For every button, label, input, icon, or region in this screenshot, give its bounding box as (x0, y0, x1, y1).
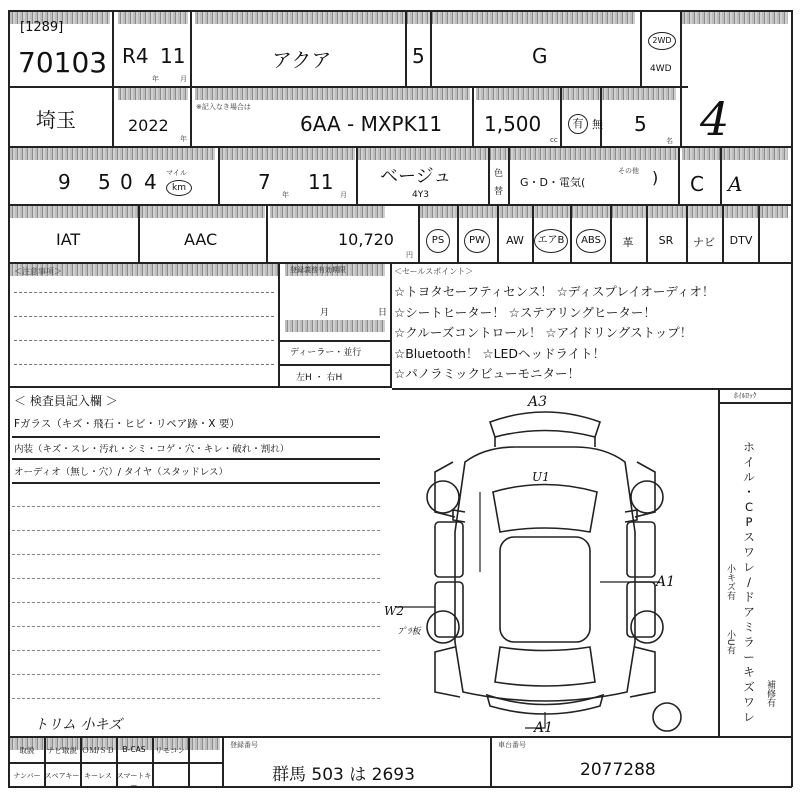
write-line (12, 650, 380, 651)
vertical-note-char: C (744, 500, 754, 514)
sales-point-line: ☆クルーズコントロール！ ☆アイドリングストップ！ (394, 325, 693, 340)
label-band (682, 148, 788, 160)
label-band (195, 88, 470, 100)
overall-score: 4 (700, 92, 730, 146)
wheel-front-left (427, 481, 459, 513)
lot-code: [1289] (20, 20, 64, 35)
damage-label-left-sub: ﾌﾟﾗ板 (398, 627, 421, 637)
vertical-note-char: ホ (743, 440, 755, 454)
vertical-note-char: ド (743, 590, 755, 604)
vertical-note-char: ア (743, 605, 755, 619)
rear-bumper-shape (487, 695, 603, 714)
note-line (14, 292, 274, 293)
label-band (118, 12, 188, 24)
sales-point-line: ☆パノラミックビューモニター！ (394, 366, 580, 381)
color-label: 色 (494, 169, 504, 179)
grade: G (532, 44, 548, 68)
equip-navi: ナビ (693, 236, 715, 249)
sales-points-label: ＜セールスポイント＞ (394, 267, 474, 276)
label-band (682, 12, 788, 24)
label-band (476, 88, 676, 100)
drive-4wd: 4WD (650, 64, 672, 74)
exterior-grade: C (690, 172, 704, 196)
recycle-fee: 10,720 (338, 230, 394, 249)
steering-side-label: 左H ・ 右H (296, 373, 343, 383)
vertical-note-char: ワ (743, 545, 755, 559)
vertical-note-char: レ (743, 560, 755, 574)
accessory-om-sd: ＯＭ/ＳＤ (81, 746, 115, 755)
label-band (220, 148, 355, 160)
vertical-sub-note: 補修有 (765, 680, 775, 707)
mileage-digit: 0 (120, 170, 133, 194)
drive-2wd-circled: 2WD (648, 32, 676, 50)
interior-line: 内装（キズ・スレ・汚れ・シミ・コゲ・穴・キレ・破れ・割れ） (14, 444, 290, 455)
first-reg-unit: 年 (180, 135, 187, 143)
air-conditioner: AAC (184, 230, 218, 249)
write-line (12, 578, 380, 579)
vertical-note-char: ワ (743, 695, 755, 709)
note-line (14, 364, 274, 365)
vertical-note-char: ス (743, 530, 755, 544)
label-band (420, 206, 788, 218)
label-band (195, 12, 635, 24)
model-year: R4 (122, 44, 149, 68)
model-month: 11 (160, 44, 186, 68)
fuel-type: G・D・電気( (520, 176, 586, 189)
accessory-bcas: B-CAS (122, 745, 146, 754)
equip-airbag-circled: エアB (534, 229, 568, 253)
write-line (12, 698, 380, 699)
lot-number: 70103 (18, 46, 108, 79)
sales-point-line: ☆シートヒーター！ ☆ステアリングヒーター！ (394, 304, 656, 320)
vertical-note-char: ミ (743, 620, 755, 634)
front-bumper-shape (490, 412, 600, 437)
accessory-smart-key: スマートキー (116, 772, 152, 790)
transfer-label: 登録義務有効期限 (290, 266, 346, 274)
displacement-unit: cc (550, 136, 558, 144)
vertical-note-char: キ (743, 665, 755, 679)
interior-grade: A (728, 172, 743, 196)
label-band (270, 206, 385, 218)
accessory-navi-manual: ナビ取説 (47, 746, 77, 755)
equip-abs-circled: ABS (576, 229, 606, 253)
mileage-unit-km-circled: km (166, 180, 192, 196)
registration-label: 登録番号 (230, 741, 258, 749)
shift-type: IAT (56, 230, 81, 249)
label-band (118, 88, 188, 100)
notes-label: ＜注意事項＞ (14, 267, 62, 276)
registration-number: 群馬 503 は 2693 (272, 765, 415, 785)
write-line (12, 602, 380, 603)
accessory-manual: 取説 (19, 746, 35, 755)
vertical-sub-note: 小キズ有 (725, 564, 735, 600)
region: 埼玉 (36, 108, 76, 132)
label-band (358, 148, 678, 160)
inspection-year: 7 (258, 170, 271, 194)
equip-pw-circled: PW (464, 229, 490, 253)
windshield-line: Fガラス（キズ・飛石・ヒビ・リペア跡・X 要） (14, 418, 240, 430)
equip-ps-circled: PS (426, 229, 450, 253)
note-line (14, 316, 274, 317)
equip-leather: 革 (622, 236, 634, 249)
vertical-note-char: ル (743, 470, 755, 484)
wheel-lock-label: ﾎｲﾙﾛｯｸ (734, 391, 757, 400)
model-code: 6AA - MXPK11 (300, 112, 443, 136)
vertical-note (742, 440, 756, 725)
accessory-keyless: キーレス (84, 772, 112, 780)
accessory-number-plate: ナンバー (13, 772, 41, 780)
model-name: アクア (272, 48, 332, 72)
write-line (12, 554, 380, 555)
vertical-note-char: / (747, 575, 751, 589)
displacement: 1,500 (484, 112, 542, 136)
mileage-digit: 9 (58, 170, 71, 194)
seats-unit: 名 (666, 137, 673, 145)
damage-label-front: A3 (528, 394, 548, 410)
color-code: 4Y3 (412, 190, 429, 200)
pref-note: ※記入なき場合は (196, 103, 251, 111)
audio-tire-line: オーディオ（無し・穴）/ タイヤ（スタッドレス） (14, 467, 228, 478)
sales-point-line: ☆トヨタセーフティセンス！ ☆ディスプレイオーディオ！ (394, 284, 715, 299)
label-band (10, 148, 215, 160)
vertical-note-char: ・ (743, 485, 755, 499)
label-band (285, 320, 385, 332)
mileage-digit: 5 (98, 170, 111, 194)
fuel-close-paren: ) (652, 168, 659, 187)
mileage-digit: 4 (144, 170, 157, 194)
sales-points-list (394, 282, 714, 385)
inspection-month: 11 (308, 170, 334, 194)
transfer-month-label: 月 (320, 308, 330, 318)
seat-count: 5 (634, 112, 647, 136)
vertical-note-char: イ (743, 455, 755, 469)
vertical-note-char: P (745, 515, 753, 529)
car-damage-diagram (395, 392, 715, 736)
damage-label-hood: U1 (532, 470, 550, 484)
door-count: 5 (412, 44, 425, 68)
year-unit: 年 (152, 75, 159, 83)
vertical-note-char: ー (743, 650, 755, 664)
inspection-month-unit: 月 (340, 191, 347, 199)
fuel-other-label: その他 (618, 167, 639, 175)
trim-note: トリム 小キズ (34, 717, 123, 733)
damage-label-rear: A1 (534, 720, 554, 736)
chassis-label: 車台番号 (498, 741, 526, 749)
vertical-sub-note: 小U有 (725, 630, 735, 655)
sales-point-line: ☆Bluetooth！ ☆LEDヘッドライト！ (394, 345, 606, 361)
turbo-no: 無 (592, 118, 603, 131)
equip-sunroof: SR (658, 234, 674, 247)
write-line (12, 674, 380, 675)
vertical-note-char: ラ (743, 635, 755, 649)
mileage-unit-mile: マイル (166, 169, 187, 177)
inspection-year-unit: 年 (282, 191, 289, 199)
write-line (12, 626, 380, 627)
accessory-spare-key: スペアキー (44, 772, 80, 780)
transfer-day-label: 日 (378, 308, 388, 318)
color-name: ベージュ (380, 166, 452, 187)
note-line (14, 340, 274, 341)
vertical-note-char: レ (743, 710, 755, 724)
damage-label-left: W2 (384, 604, 404, 618)
turbo-yes-circled: 有 (568, 114, 588, 134)
month-unit: 月 (180, 75, 187, 83)
dealer-parallel-label: ディーラー・並行 (290, 348, 362, 358)
recycle-unit: 円 (406, 251, 413, 259)
damage-label-right: A1 (656, 574, 676, 590)
write-line (12, 506, 380, 507)
chassis-number: 2077288 (580, 760, 656, 780)
equip-dtv: DTV (729, 234, 753, 247)
write-line (12, 530, 380, 531)
first-registration-year: 2022 (128, 116, 169, 135)
inspector-label: ＜ 検査員記入欄 ＞ (14, 394, 118, 408)
spare-tire (653, 703, 681, 731)
accessory-remote: リモコン (155, 746, 185, 755)
vertical-note-char: ズ (743, 680, 755, 694)
color-change-label: 替 (494, 187, 504, 197)
wheel-front-right (631, 481, 663, 513)
equip-aw: AW (506, 234, 524, 247)
